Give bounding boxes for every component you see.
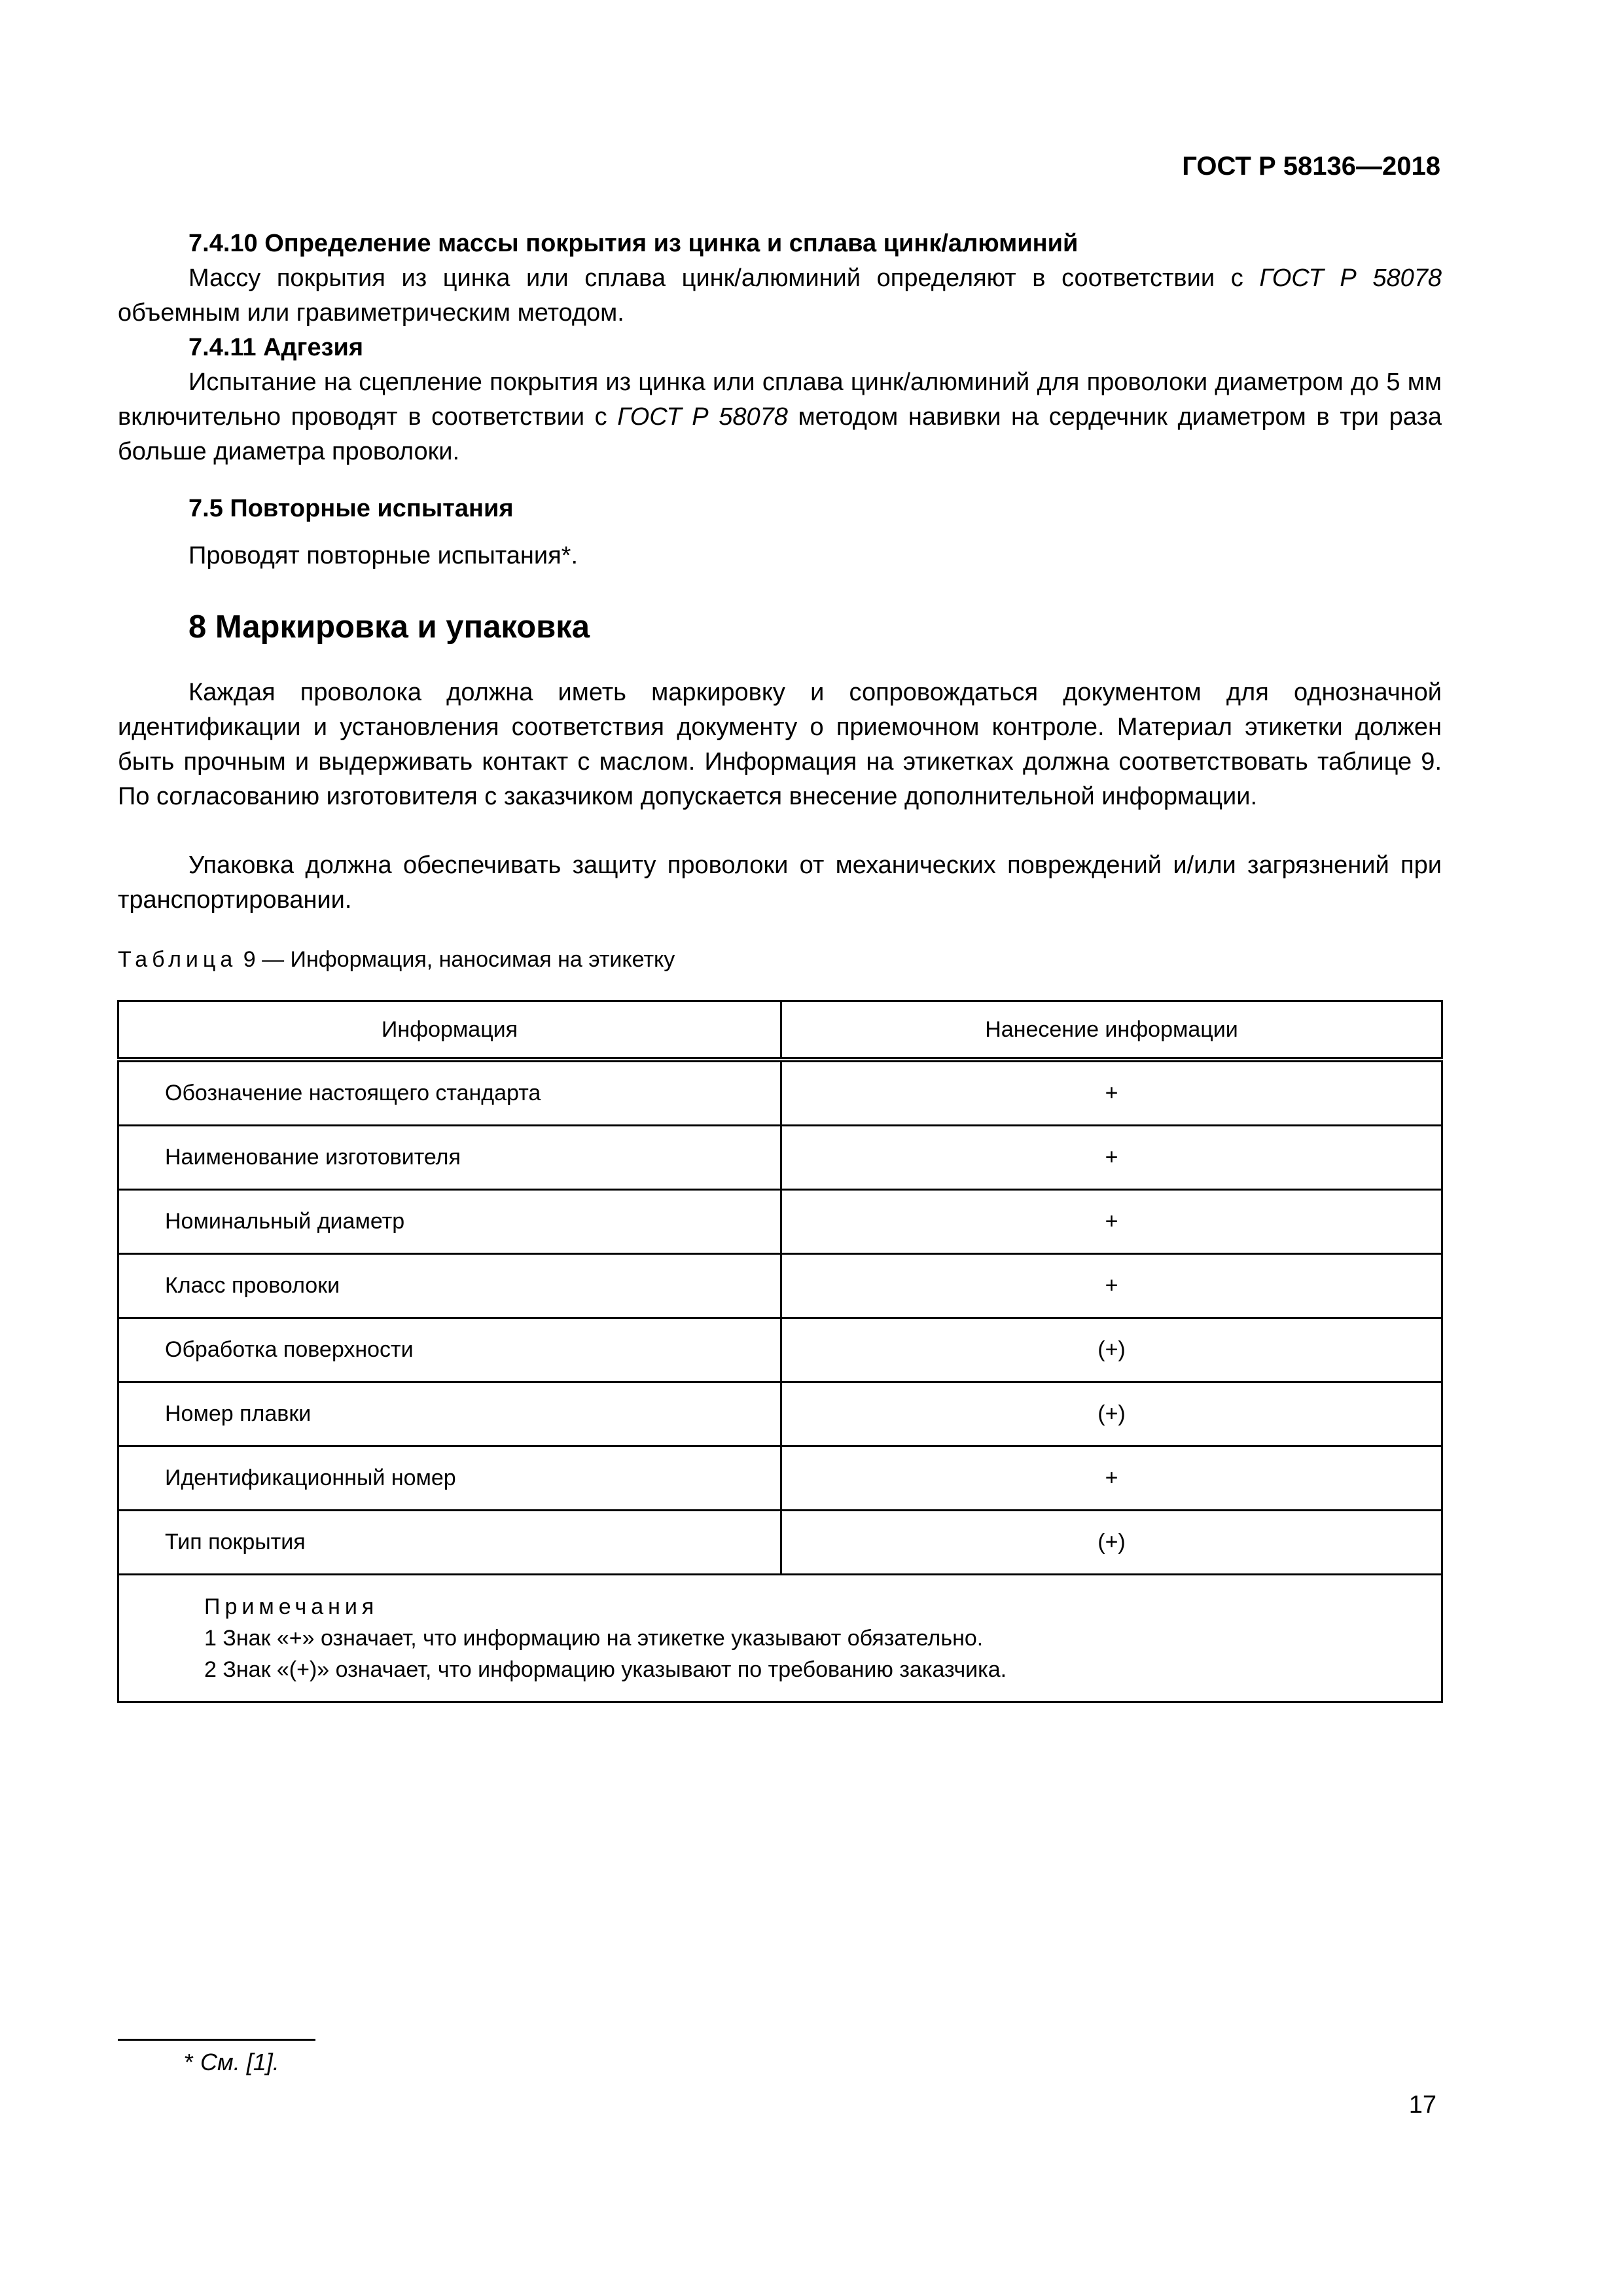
footnote-text: См. [1]. <box>194 2049 279 2075</box>
table-row <box>118 1446 1442 1511</box>
section-8-paragraph-2: Упаковка должна обеспечивать защиту проволоки от механических повреждений и/или загрязнений при транспортировании. <box>118 852 1442 914</box>
table-caption-label: Таблица <box>118 947 238 972</box>
notes-title: Примечания <box>204 1594 379 1619</box>
mark-cell: (+) <box>781 1382 1442 1446</box>
table-row <box>118 1190 1442 1254</box>
mark-cell: + <box>781 1446 1442 1511</box>
info-cell: Тип покрытия <box>118 1511 781 1575</box>
table-caption <box>118 947 675 973</box>
page-number: 17 <box>1408 2091 1436 2119</box>
section-7-4-11-title: 7.4.11 Адгезия <box>188 334 364 361</box>
label-information-table <box>117 1000 1443 1703</box>
info-cell: Наименование изготовителя <box>118 1126 781 1190</box>
column-header-marking: Нанесение информации <box>781 1001 1442 1060</box>
info-cell: Номер плавки <box>118 1382 781 1446</box>
section-7-4-11-text: Испытание на сцепление покрытия из цинка или сплава цинк/алюминий для проволоки диаметром до 5 мм включительно проводят в соответствии с ГОСТ Р 58078 методом навивки на сердечник диаметром в три раза больше диаметра проволоки. <box>118 368 1442 465</box>
mark-cell: + <box>781 1190 1442 1254</box>
table-row <box>118 1126 1442 1190</box>
table-row <box>118 1060 1442 1126</box>
gost-reference: ГОСТ Р 58078 <box>1259 264 1442 292</box>
table-row <box>118 1382 1442 1446</box>
gost-reference: ГОСТ Р 58078 <box>617 403 788 431</box>
info-cell: Обозначение настоящего стандарта <box>118 1060 781 1126</box>
section-7-5-text: Проводят повторные испытания*. <box>188 542 579 569</box>
section-7-4-10-text: Массу покрытия из цинка или сплава цинк/алюминий определяют в соответствии с ГОСТ Р 58078 объемным или гравиметрическим методом. <box>118 264 1442 327</box>
section-8-paragraph-1: Каждая проволока должна иметь маркировку и сопровождаться документом для однозначной идентификации и установления соответствия документу о приемочном контроле. Материал этикетки должен быть прочным и выдерживать контакт с маслом. Информация на этикетках должна соответствовать таблице 9. По согласованию изготовителя с заказчиком допускается внесение дополнительной информации. <box>118 679 1442 810</box>
mark-cell: (+) <box>781 1318 1442 1382</box>
table-notes <box>118 1575 1442 1702</box>
section-7-4-10-title: 7.4.10 Определение массы покрытия из цинка и сплава цинк/алюминий <box>188 230 1079 257</box>
note-1: 1 Знак «+» означает, что информацию на этикетке указывают обязательно. <box>204 1626 984 1651</box>
table-row <box>118 1318 1442 1382</box>
mark-cell: + <box>781 1060 1442 1126</box>
table-row <box>118 1254 1442 1318</box>
mark-cell: (+) <box>781 1511 1442 1575</box>
column-header-information: Информация <box>118 1001 781 1060</box>
table-notes-row <box>118 1575 1442 1702</box>
section-7-5-title: 7.5 Повторные испытания <box>188 495 514 522</box>
table-header-row <box>118 1001 1442 1060</box>
footnote <box>185 2049 279 2076</box>
table-caption-text: 9 — Информация, наносимая на этикетку <box>237 947 675 972</box>
mark-cell: + <box>781 1254 1442 1318</box>
info-cell: Номинальный диаметр <box>118 1190 781 1254</box>
footnote-marker: * <box>185 2049 194 2075</box>
info-cell: Идентификационный номер <box>118 1446 781 1511</box>
section-8-title: 8 Маркировка и упаковка <box>188 609 590 645</box>
table-row <box>118 1511 1442 1575</box>
document-code: ГОСТ Р 58136—2018 <box>1182 152 1440 181</box>
info-cell: Класс проволоки <box>118 1254 781 1318</box>
info-cell: Обработка поверхности <box>118 1318 781 1382</box>
mark-cell: + <box>781 1126 1442 1190</box>
footnote-separator <box>118 2039 315 2041</box>
note-2: 2 Знак «(+)» означает, что информацию указывают по требованию заказчика. <box>204 1657 1007 1682</box>
